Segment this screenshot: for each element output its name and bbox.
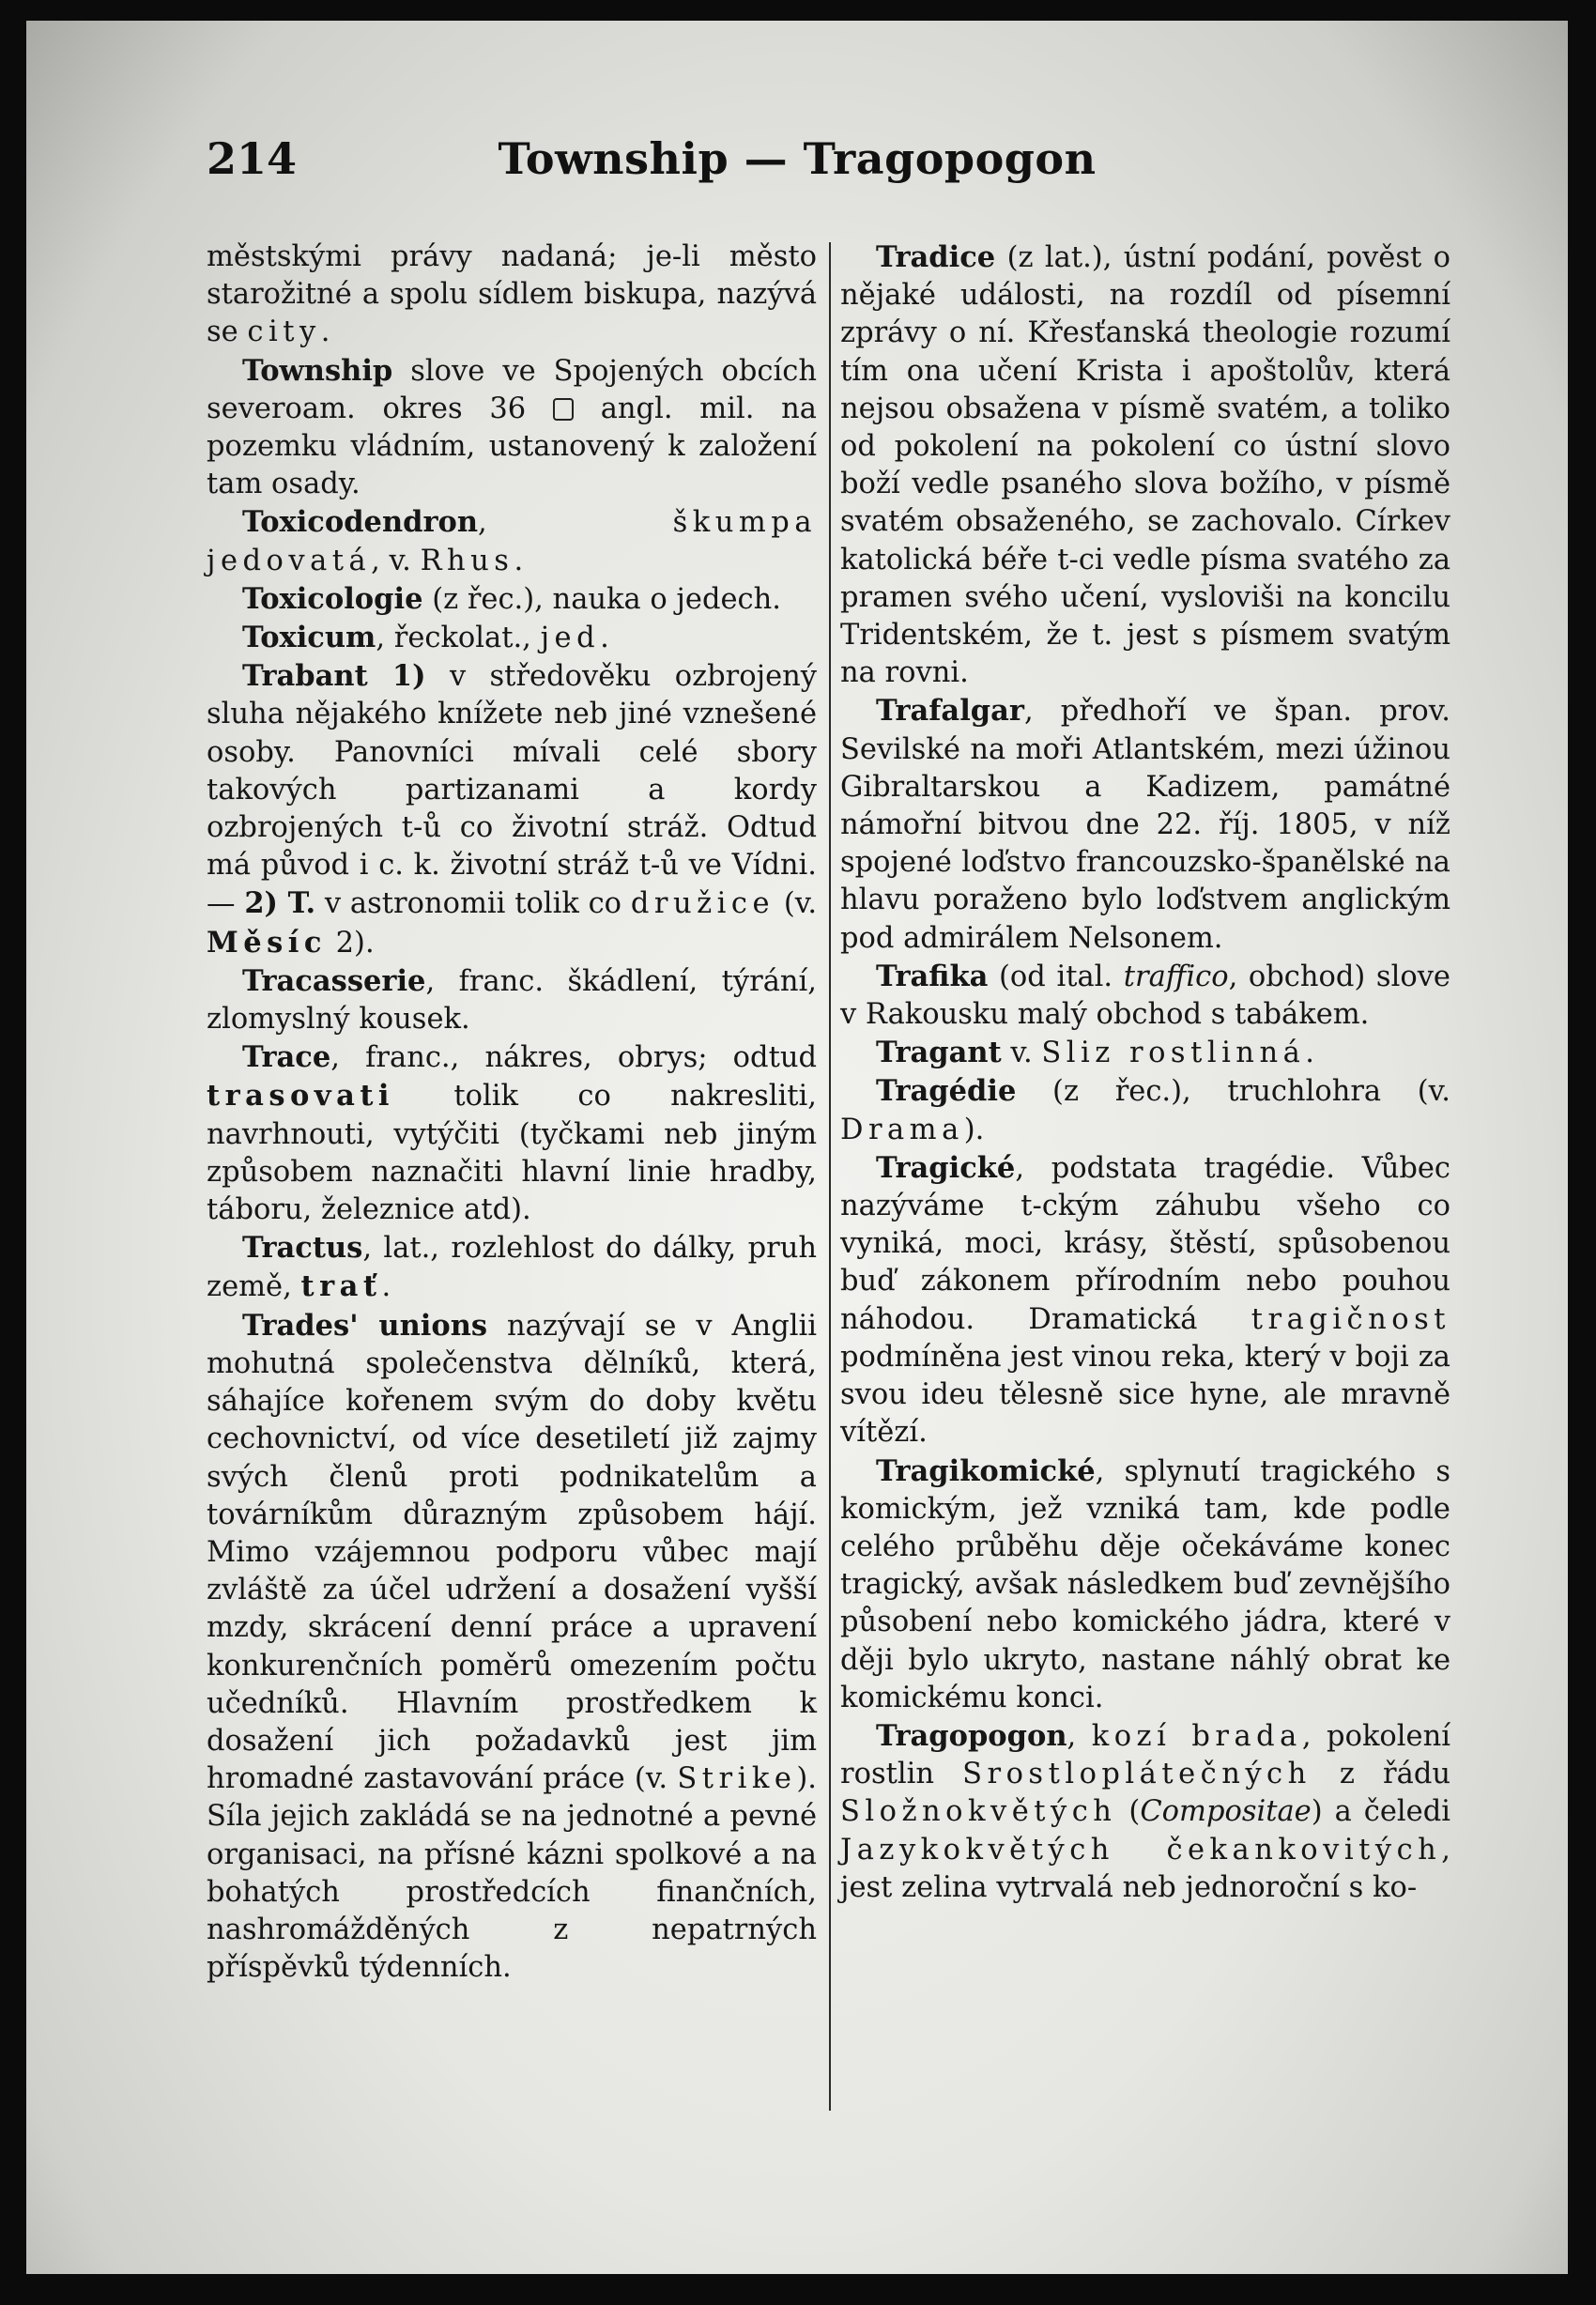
entry-township: Township slove ve Spojených obcích severoam. okres 36 angl. mil. na pozemku vládním, ustanovený k založení tam osady. bbox=[207, 353, 817, 501]
headword: Trades' unions bbox=[242, 1308, 488, 1343]
entry-toxicodendron: Toxicodendron, škumpa jedovatá, v. Rhus. bbox=[207, 505, 817, 577]
headword: Toxicologie bbox=[242, 581, 423, 616]
entry-trafika: Trafika (od ital. traffico, obchod) slove v Rakousku malý obchod s tabákem. bbox=[840, 959, 1450, 1032]
entry-tragicke: Tragické, podstata tragédie. Vůbec nazýváme t-ckým záhubu všeho co vyniká, moci, krásy, štěstí, spůsobenou buď zákonem přírodním nebo pouhou náhodou. Dramatická tragičnost podmíněna jest vinou reka, který v boji za svou ideu tělesně sice hyne, ale mravně vítězí. bbox=[840, 1150, 1450, 1450]
right-column bbox=[840, 238, 1450, 1907]
entry-toxicum: Toxicum, řeckolat., jed. bbox=[242, 621, 609, 655]
square-mile-icon bbox=[553, 398, 574, 421]
entry-tragant: Tragant v. Sliz rostlinná. bbox=[876, 1036, 1314, 1070]
headword: Tragopogon bbox=[876, 1718, 1067, 1753]
headword: Trabant 1) bbox=[242, 659, 426, 694]
entry-tradice: Tradice (z lat.), ústní podání, pověst o nějaké události, na rozdíl od písemní zprávy o ní. Křesťanská theologie rozumí tím ona učení Krista i apoštolův, která nejsou obsažena v písmě svatém, a toliko od pokolení na pokolení co ústní slovo boží vedle psaného slova božího, v písmě svatém obsaženého, se zachovalo. Církev katolická béře t-ci vedle písma svatého za pramen svého učení, vysloviši na koncilu Tridentském, že t. jest s písmem svatým na rovni. bbox=[840, 240, 1450, 690]
left-column bbox=[207, 238, 817, 1987]
entry-trades-unions: Trades' unions nazývají se v Anglii mohutná společenstva dělníků, která, sáhajíce kořenem svým do doby květu cechovnictví, od více desetiletí již zajmy svých členů proti podnikatelům a továrníkům důrazným způsobem hájí. Mimo vzájemnou podporu vůbec mají zvláště za účel udržení a dosažení vyšší mzdy, skrácení denní práce a upravení konkurenčních poměrů omezením počtu učedníků. Hlavním prostředkem k dosažení jich požadavků jest jim hromadné zastavování práce (v. Strike). Síla jejich zakládá se na jednotné a pevné organisaci, na přísné kázni spolkové a na bohatých prostředcích finančních, nashromážděných z nepatrných příspěvků týdenních. bbox=[207, 1308, 817, 1985]
headword: Toxicodendron bbox=[242, 505, 479, 540]
entry-toxicologie: Toxicologie (z řec.), nauka o jedech. bbox=[242, 581, 781, 616]
headword: Township bbox=[242, 353, 393, 388]
headword: Tradice bbox=[876, 240, 996, 274]
headword: Trace bbox=[242, 1040, 331, 1075]
page-headline: Township — Tragopogon bbox=[498, 133, 1097, 184]
headword: Tragédie bbox=[876, 1074, 1017, 1109]
entry-tragopogon: Tragopogon, kozí brada, pokolení rostlin Srostloplátečných z řádu Složnokvětých (Compositae) a čeledi Jazykokvětých čekankovitých, jest zelina vytrvalá neb jednoroční s ko- bbox=[840, 1718, 1450, 1904]
book-page bbox=[26, 21, 1568, 2274]
entry-tracasserie: Tracasserie, franc. škádlení, týrání, zlomyslný kousek. bbox=[207, 963, 817, 1037]
headword: Tractus bbox=[242, 1231, 363, 1266]
headword: Tracasserie bbox=[242, 963, 426, 998]
headword: Tragant bbox=[876, 1036, 1002, 1070]
headword: Tragikomické bbox=[876, 1453, 1096, 1488]
entry-tragedie: Tragédie (z řec.), truchlohra (v. Drama). bbox=[840, 1074, 1450, 1146]
headword: Tragické bbox=[876, 1150, 1016, 1185]
entry-tractus: Tractus, lat., rozlehlost do dálky, pruh země, trať. bbox=[207, 1231, 817, 1304]
headword: Trafalgar bbox=[876, 694, 1024, 729]
entry-tragikomicke: Tragikomické, splynutí tragického s komickým, jež vzniká tam, kde podle celého průběhu děje očekáváme konec tragický, avšak následkem buď zevnějšího působení nebo komického jádra, které v ději bylo ukryto, nastane náhlý obrat ke komickému konci. bbox=[840, 1453, 1450, 1714]
running-head bbox=[26, 133, 1568, 190]
entry-city-continuation: městskými právy nadaná; je-li město starožitné a spolu sídlem biskupa, nazývá se city. bbox=[207, 240, 817, 349]
entry-trafalgar: Trafalgar, předhoří ve špan. prov. Sevilské na moři Atlantském, mezi úžinou Gibraltarskou a Kadizem, památné námořní bitvou dne 22. říj. 1805, v níž spojené loďstvo francouzsko-španělské na hlavu poraženo bylo loďstvem anglickým pod admirálem Nelsonem. bbox=[840, 694, 1450, 955]
headword: Trafika bbox=[876, 959, 989, 993]
page-number: 214 bbox=[207, 133, 298, 184]
entry-trabant: Trabant 1) v středověku ozbrojený sluha nějakého knížete neb jiné vznešené osoby. Panovníci mívali celé sbory takových partizanami a kordy ozbrojených t-ů co životní stráž. Odtud má původ i c. k. životní stráž t-ů ve Vídni. — 2) T. v astronomii tolik co družice (v. Měsíc 2). bbox=[207, 659, 818, 960]
entry-trace: Trace, franc., nákres, obrys; odtud trasovati tolik co nakresliti, navrhnouti, vytýčiti (tyčkami neb jiným způsobem naznačiti hlavní linie hradby, táboru, železnice atd). bbox=[207, 1040, 817, 1227]
column-divider bbox=[829, 242, 831, 2111]
headword: Toxicum bbox=[242, 621, 376, 655]
